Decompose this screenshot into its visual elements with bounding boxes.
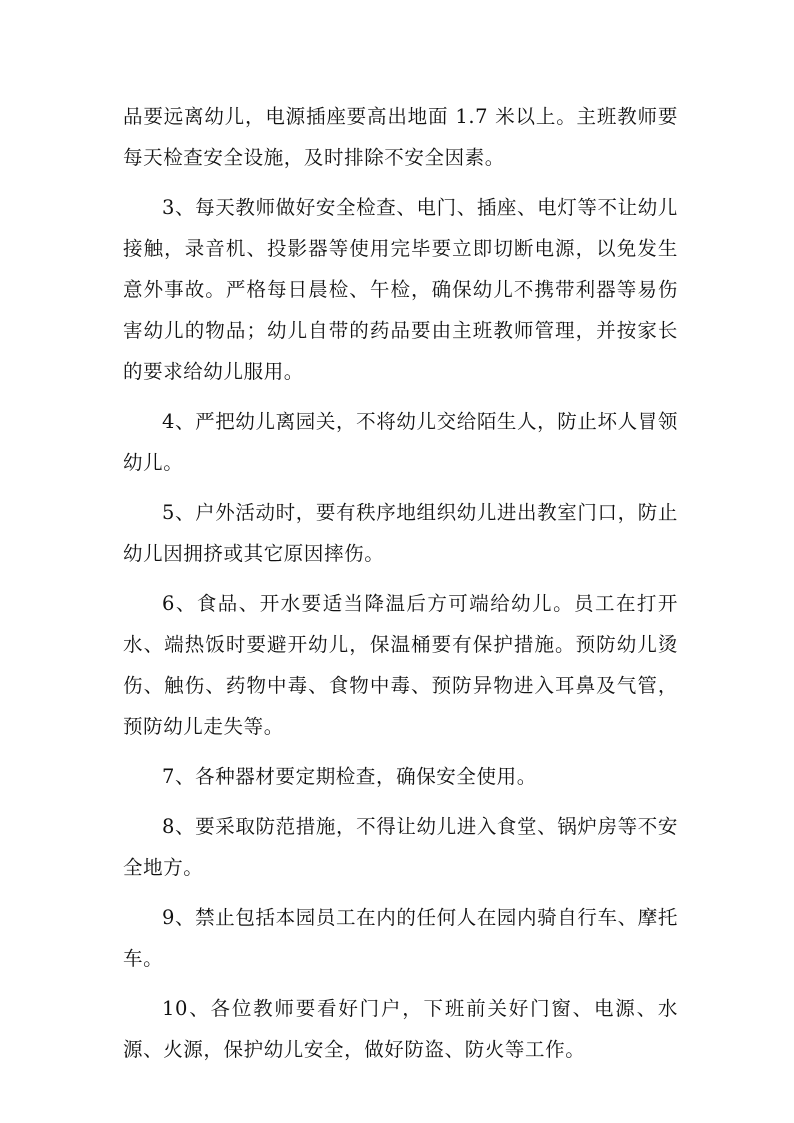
paragraph-item-8: 8、要采取防范措施，不得让幼儿进入食堂、锅炉房等不安全地方。 [123, 815, 678, 879]
paragraph-item-3: 3、每天教师做好安全检查、电门、插座、电灯等不让幼儿接触，录音机、投影器等使用完毕要立即切断电源，以免发生意外事故。严格每日晨检、午检，确保幼儿不携带利器等易伤害幼儿的物品；幼儿自带的药品要由主班教师管理，并按家长的要求给幼儿服用。 [123, 196, 678, 383]
paragraph-item-9: 9、禁止包括本园员工在内的任何人在园内骑自行车、摩托车。 [123, 906, 678, 970]
document-body [123, 96, 678, 1079]
paragraph-item-6: 6、食品、开水要适当降温后方可端给幼儿。员工在打开水、端热饭时要避开幼儿，保温桶要有保护措施。预防幼儿烫伤、触伤、药物中毒、食物中毒、预防异物进入耳鼻及气管，预防幼儿走失等。 [123, 592, 678, 738]
paragraph-continuation: 品要远离幼儿，电源插座要高出地面 1.7 米以上。主班教师要每天检查安全设施，及时排除不安全因素。 [123, 105, 678, 169]
paragraph-item-7: 7、各种器材要定期检查，确保安全使用。 [162, 765, 537, 788]
paragraph-item-10: 10、各位教师要看好门户，下班前关好门窗、电源、水源、火源，保护幼儿安全，做好防盗、防火等工作。 [123, 997, 678, 1061]
paragraph-item-5: 5、户外活动时，要有秩序地组织幼儿进出教室门口，防止幼儿因拥挤或其它原因摔伤。 [123, 501, 678, 565]
paragraph-item-4: 4、严把幼儿离园关，不将幼儿交给陌生人，防止坏人冒领幼儿。 [123, 410, 678, 474]
